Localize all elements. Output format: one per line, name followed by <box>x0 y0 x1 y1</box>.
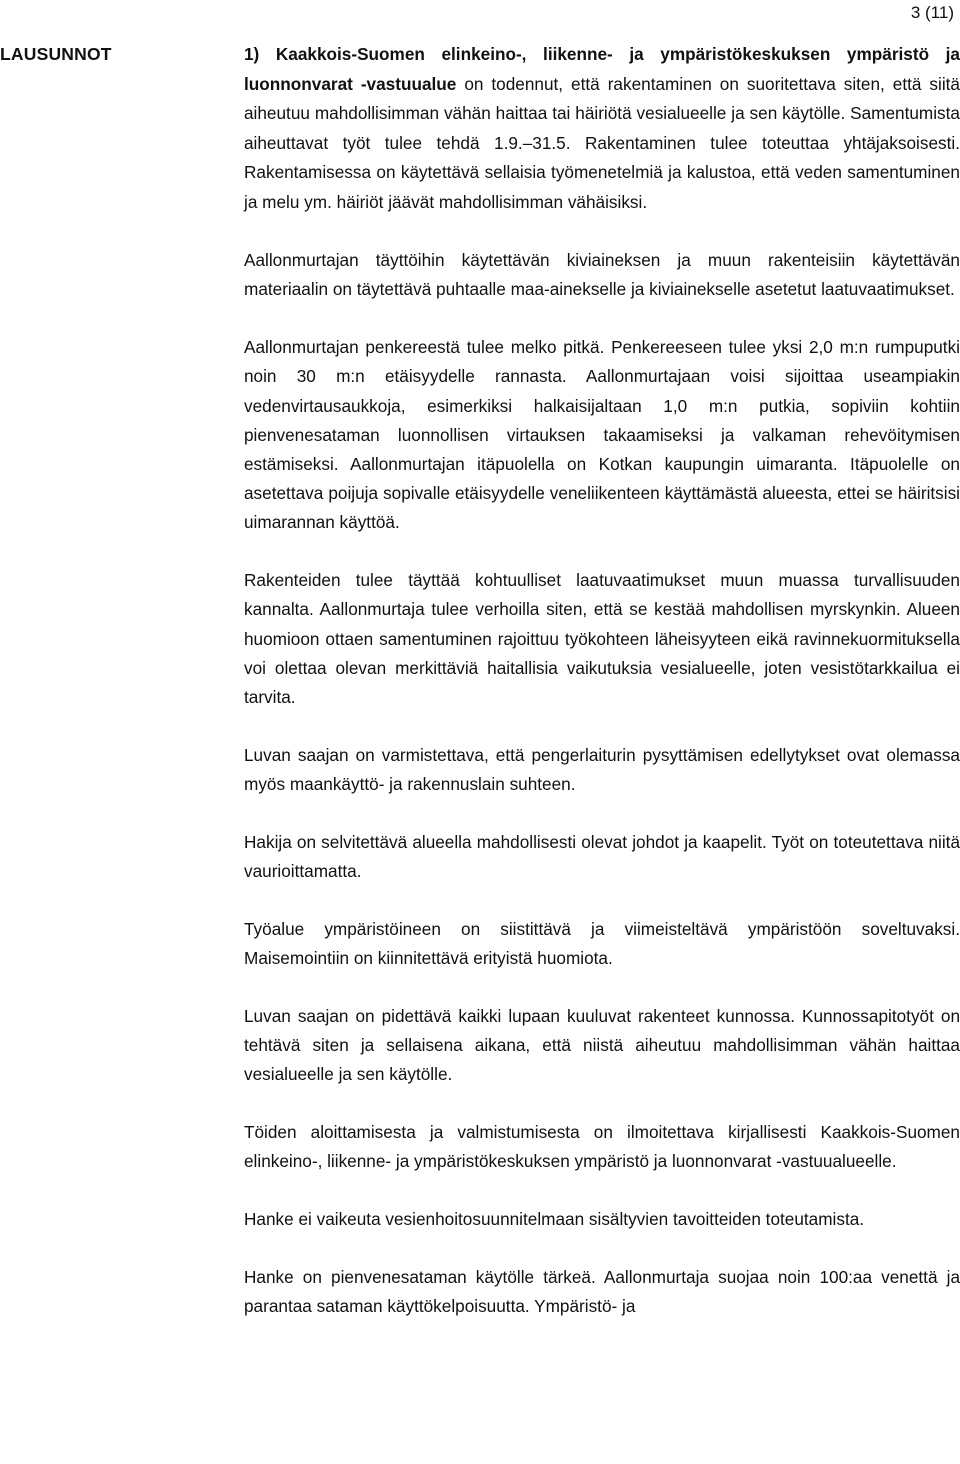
paragraph-4: Rakenteiden tulee täyttää kohtuulliset laatuvaatimukset muun muassa turvallisuuden kannalta. Aallonmurtaja tulee verhoilla siten, että se kestää mahdollisen myrskynkin. Alueen huomioon ottaen samentuminen rajoittuu työkohteen läheisyyteen eikä ravinnekuormituksella voi olettaa olevan merkittäviä haitallisia vaikutuksia vesialueelle, joten vesistötarkkailua ei tarvita. <box>244 570 960 707</box>
paragraph-1-text: on todennut, että rakentaminen on suoritettava siten, että siitä aiheutuu mahdollisimman vähän haittaa tai häiriötä vesialueelle ja sen käytölle. Samentumista aiheuttavat työt tulee tehdä 1.9.–31.5. Rakentaminen tulee toteuttaa yhtäjaksoisesti. Rakentamisessa on käytettävä sellaisia työmenetelmiä ja kalustoa, että veden samentuminen ja melu ym. häiriöt jäävät mahdollisimman vähäisiksi. <box>244 73 960 212</box>
paragraph-5: Luvan saajan on varmistettava, että pengerlaiturin pysyttämisen edellytykset ovat olemassa myös maankäyttö- ja rakennuslain suhteen. <box>244 744 960 794</box>
paragraph-6: Hakija on selvitettävä alueella mahdollisesti olevat johdot ja kaapelit. Työt on toteutettava niitä vaurioittamatta. <box>244 831 960 881</box>
section-label: LAUSUNNOT <box>0 44 112 64</box>
paragraph-8: Luvan saajan on pidettävä kaikki lupaan kuuluvat rakenteet kunnossa. Kunnossapitotyöt on tehtävä siten ja sellaisena aikana, että niistä aiheutuu mahdollisimman vähän haittaa vesialueelle ja sen käytölle. <box>244 1005 960 1085</box>
paragraph-3: Aallonmurtajan penkereestä tulee melko pitkä. Penkereeseen tulee yksi 2,0 m:n rumpuputki noin 30 m:n etäisyydelle rannasta. Aallonmurtajaan voisi sijoittaa useampiakin vedenvirtausaukkoja, esimerkiksi halkaisijaltaan 1,0 m:n putkia, sopiviin kohtiin pienvenesataman luonnollisen virtauksen takaamiseksi ja valkaman rehevöitymisen estämiseksi. Aallonmurtajan itäpuolella on Kotkan kaupungin uimaranta. Itäpuolelle on asetettava poijuja sopivalle etäisyydelle veneliikenteen käyttämästä alueesta, ettei se häiritsisi uimarannan käyttöä. <box>244 337 960 533</box>
paragraph-1-bold-intro: 1) Kaakkois-Suomen elinkeino-, liikenne- ja ympäristökeskuksen ympäristö ja luonnonvarat -vastuualue <box>244 44 960 94</box>
paragraph-1 <box>244 40 960 218</box>
paragraph-11: Hanke on pienvenesataman käytölle tärkeä. Aallonmurtaja suojaa noin 100:aa venettä ja parantaa sataman käyttökelpoisuutta. Ympäristö- ja <box>244 1266 960 1316</box>
page-number: 3 (11) <box>910 3 954 22</box>
paragraph-7: Työalue ympäristöineen on siistittävä ja viimeisteltävä ympäristöön soveltuvaksi. Maisemointiin on kiinnitettävä erityistä huomiota. <box>244 918 960 968</box>
paragraph-9: Töiden aloittamisesta ja valmistumisesta on ilmoitettava kirjallisesti Kaakkois-Suomen elinkeino-, liikenne- ja ympäristökeskuksen ympäristö ja luonnonvarat -vastuualueelle. <box>244 1121 960 1172</box>
paragraph-2: Aallonmurtajan täyttöihin käytettävän kiviaineksen ja muun rakenteisiin käytettävän materiaalin on täytettävä puhtaalle maa-ainekselle ja kiviainekselle asetetut laatuvaatimukset. <box>244 250 960 300</box>
document-body <box>244 40 960 1350</box>
paragraph-10: Hanke ei vaikeuta vesienhoitosuunnitelmaan sisältyvien tavoitteiden toteutamista. <box>244 1208 865 1229</box>
